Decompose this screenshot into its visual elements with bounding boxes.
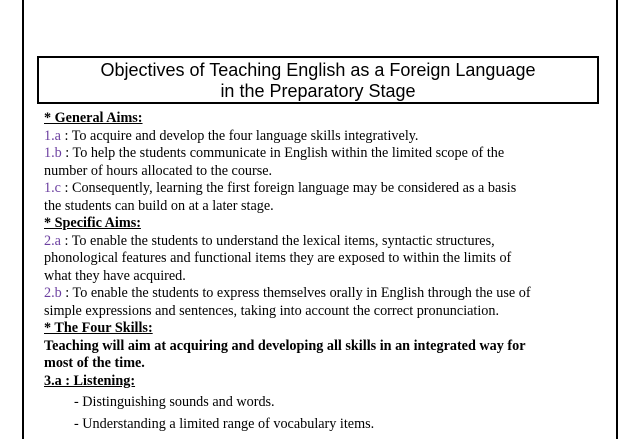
four-skills-heading: * The Four Skills: — [44, 320, 153, 336]
title-line-1: Objectives of Teaching English as a Foreign Language — [100, 60, 536, 80]
aim-text: : To enable the students to understand the lexical items, syntactic structures, — [60, 232, 495, 249]
title-box — [37, 56, 599, 104]
listening-heading: 3.a : Listening: — [44, 372, 136, 389]
aim-code: 1.a — [44, 127, 61, 144]
general-aim-1a — [44, 128, 612, 146]
aim-text: : To enable the students to express themselves orally in English through the use of — [61, 285, 531, 301]
general-aim-1b-cont: number of hours allocated to the course. — [44, 162, 273, 179]
aim-code: 1.b — [44, 145, 62, 161]
listening-item: - Understanding a limited range of vocabulary items. — [74, 415, 375, 432]
specific-aim-2a — [44, 233, 612, 251]
aim-code: 2.b — [44, 285, 62, 301]
document-body — [44, 110, 612, 433]
four-skills-intro-2: most of the time. — [44, 355, 145, 371]
aim-code: 2.a — [44, 232, 61, 249]
general-aim-1c-cont: the students can build on at a later stage. — [44, 197, 274, 214]
specific-aim-2a-cont-2: what they have acquired. — [44, 267, 186, 284]
aim-text: : To help the students communicate in English within the limited scope of the — [61, 145, 505, 161]
four-skills-intro-1: Teaching will aim at acquiring and developing all skills in an integrated way for — [44, 337, 526, 354]
right-page-border — [616, 0, 618, 439]
aim-text: : Consequently, learning the first foreign language may be considered as a basis — [60, 180, 517, 196]
general-aim-1b — [44, 145, 612, 163]
aim-code: 1.c — [44, 180, 61, 196]
general-aims-heading: * General Aims: — [44, 110, 143, 126]
left-page-border — [22, 0, 24, 439]
specific-aim-2b — [44, 285, 612, 303]
aim-text: : To acquire and develop the four language skills integratively. — [60, 127, 419, 144]
title-line-2: in the Preparatory Stage — [220, 81, 416, 101]
general-aim-1c — [44, 180, 612, 198]
specific-aim-2a-cont-1: phonological features and functional items they are exposed to within the limits of — [44, 250, 512, 266]
specific-aim-2b-cont: simple expressions and sentences, taking into account the correct pronunciation. — [44, 302, 500, 319]
specific-aims-heading: * Specific Aims: — [44, 215, 141, 231]
listening-item: - Distinguishing sounds and words. — [74, 394, 275, 410]
